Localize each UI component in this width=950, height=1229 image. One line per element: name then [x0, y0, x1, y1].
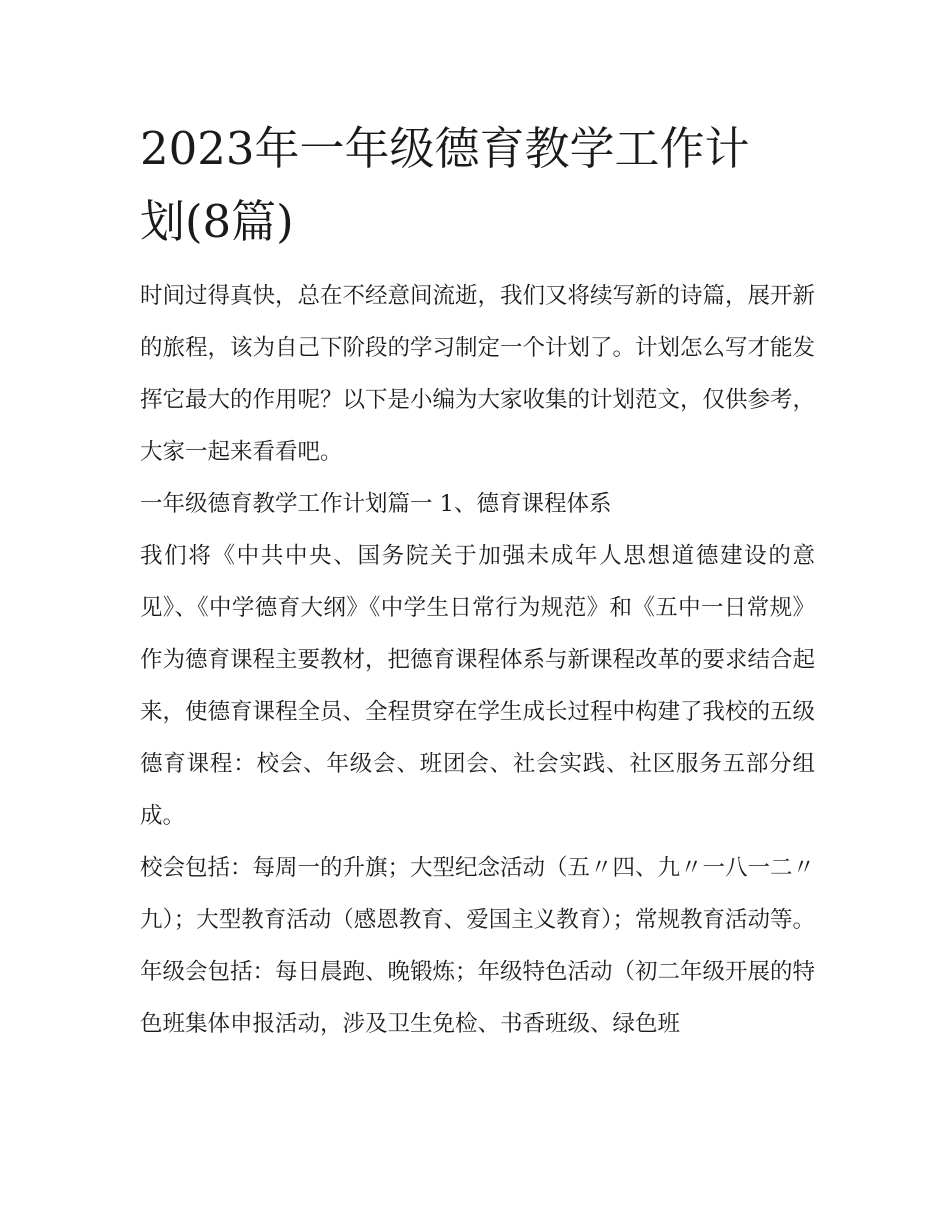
document-body [140, 270, 815, 1050]
document-page [140, 112, 815, 1050]
paragraph-intro: 时间过得真快，总在不经意间流逝，我们又将续写新的诗篇，展开新的旅程，该为自己下阶段的学习制定一个计划了。计划怎么写才能发挥它最大的作用呢？以下是小编为大家收集的计划范文，仅供参考，大家一起来看看吧。 [140, 283, 816, 465]
paragraph-grade-assembly: 年级会包括：每日晨跑、晚锻炼；年级特色活动（初二年级开展的特色班集体申报活动，涉及卫生免检、书香班级、绿色班 [140, 959, 816, 1037]
paragraph-school-assembly: 校会包括：每周一的升旗；大型纪念活动（五〃四、九〃一八一二〃九）；大型教育活动（感恩教育、爱国主义教育）；常规教育活动等。 [140, 855, 816, 933]
paragraph-section-heading: 一年级德育教学工作计划篇一 1、德育课程体系 [140, 491, 612, 517]
document-title-line-1: 2023年一年级德育教学工作计 [140, 122, 750, 175]
document-title [140, 112, 815, 258]
paragraph-curriculum: 我们将《中共中央、国务院关于加强未成年人思想道德建设的意见》、《中学德育大纲》《中学生日常行为规范》和《五中一日常规》作为德育课程主要教材，把德育课程体系与新课程改革的要求结合起来，使德育课程全员、全程贯穿在学生成长过程中构建了我校的五级德育课程：校会、年级会、班团会、社会实践、社区服务五部分组成。 [140, 543, 816, 829]
document-title-line-2: 划(8篇) [140, 195, 294, 248]
